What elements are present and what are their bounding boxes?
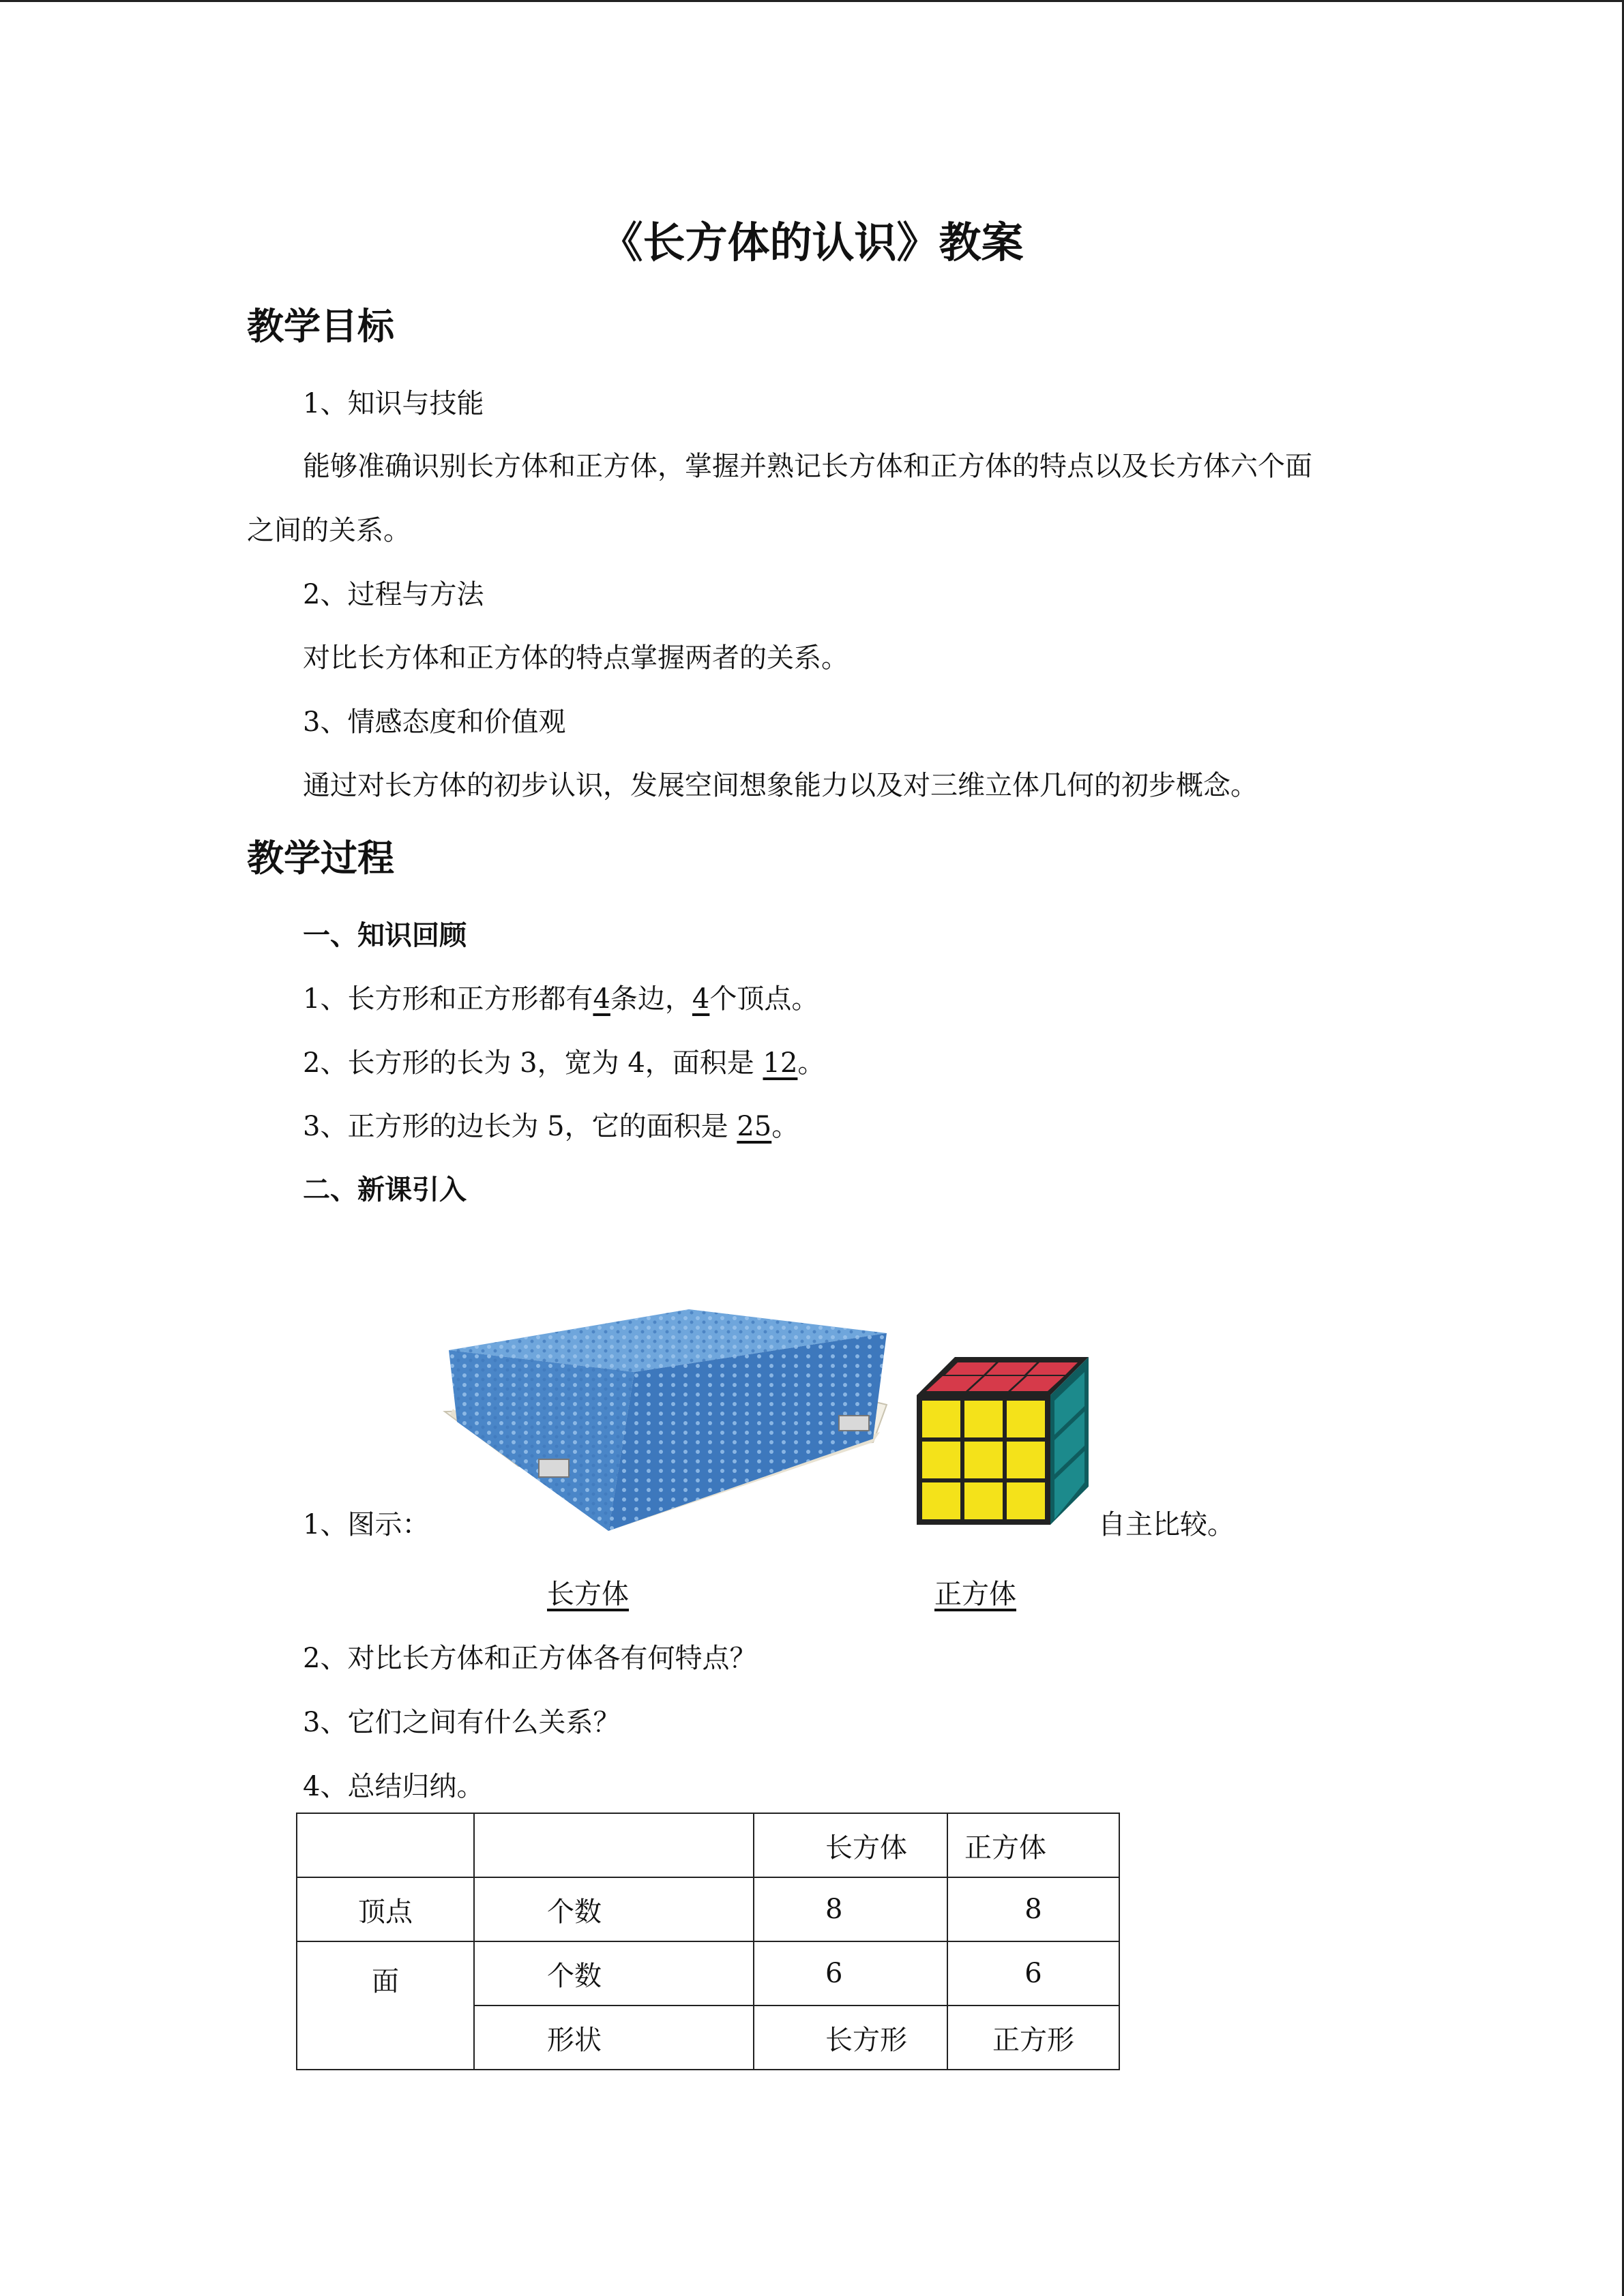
table-cell-count-label: 个数 [474, 1877, 754, 1941]
review-q1-text-b: 条边， [610, 983, 692, 1015]
table-cell-face-cube: 6 [947, 1941, 1119, 2006]
caption-cube: 正方体 [934, 1579, 1016, 1610]
goal-2-text: 对比长方体和正方体的特点掌握两者的关系。 [303, 642, 848, 674]
table-header-cuboid: 长方体 [754, 1813, 947, 1877]
new-lesson-question-4: 4、总结归纳。 [303, 1771, 484, 1802]
figure-prefix: 1、图示： [303, 1509, 430, 1540]
goal-1-label: 1、知识与技能 [303, 388, 484, 419]
review-q1-answer-edges: 4 [593, 983, 610, 1015]
table-cell-shape-cube: 正方形 [947, 2006, 1119, 2070]
review-q3-text-b: 。 [771, 1111, 799, 1142]
table-cell-shape-cuboid: 长方形 [754, 2006, 947, 2070]
goal-1-text-line2: 之间的关系。 [247, 515, 411, 546]
review-q3-text-a: 3、正方形的边长为 5，它的面积是 [303, 1111, 728, 1142]
table-cell-vertex-cube: 8 [947, 1877, 1119, 1941]
summary-table [296, 1813, 1120, 2070]
review-question-3 [303, 1105, 799, 1144]
review-q2-text-b: 。 [797, 1047, 825, 1079]
review-question-1 [303, 977, 818, 1016]
review-question-2 [303, 1041, 825, 1080]
table-cell-shape-label: 形状 [474, 2006, 754, 2070]
table-row-label-face: 面 [297, 1941, 474, 2070]
new-lesson-question-2: 2、对比长方体和正方体各有何特点？ [303, 1643, 757, 1674]
table-cell [474, 1813, 754, 1877]
caption-cuboid: 长方体 [547, 1579, 629, 1610]
review-q1-text-a: 1、长方形和正方形都有 [303, 983, 593, 1015]
cuboid-illustration [437, 1296, 900, 1541]
review-q1-answer-vertices: 4 [692, 983, 710, 1015]
table-cell-count-label: 个数 [474, 1941, 754, 2006]
goal-3-text: 通过对长方体的初步认识，发展空间想象能力以及对三维立体几何的初步概念。 [303, 770, 1258, 801]
new-lesson-heading: 二、新课引入 [303, 1174, 467, 1206]
new-lesson-question-3: 3、它们之间有什么关系？ [303, 1707, 621, 1738]
review-q3-answer: 25 [737, 1111, 772, 1142]
figure-suffix: 自主比较。 [1098, 1509, 1235, 1540]
table-cell-face-cuboid: 6 [754, 1941, 947, 2006]
review-q2-text-a: 2、长方形的长为 3，宽为 4，面积是 [303, 1047, 754, 1079]
cube-illustration [917, 1356, 1091, 1526]
process-heading: 教学过程 [247, 837, 394, 880]
table-cell [297, 1813, 474, 1877]
page-title: 《长方体的认识》教案 [600, 218, 1024, 267]
table-row [297, 1877, 1119, 1941]
page-border-top [0, 0, 1624, 2]
goal-2-label: 2、过程与方法 [303, 579, 484, 610]
review-heading: 一、知识回顾 [303, 919, 467, 951]
goals-heading: 教学目标 [247, 305, 394, 348]
goal-1-text-line1: 能够准确识别长方体和正方体，掌握并熟记长方体和正方体的特点以及长方体六个面 [303, 451, 1312, 482]
table-row [297, 1941, 1119, 2006]
table-row-label-vertex: 顶点 [297, 1877, 474, 1941]
review-q2-answer: 12 [763, 1047, 798, 1079]
table-cell-vertex-cuboid: 8 [754, 1877, 947, 1941]
goal-3-label: 3、情感态度和价值观 [303, 706, 566, 738]
table-row [297, 1813, 1119, 1877]
table-header-cube: 正方体 [947, 1813, 1119, 1877]
review-q1-text-c: 个顶点。 [709, 983, 819, 1015]
